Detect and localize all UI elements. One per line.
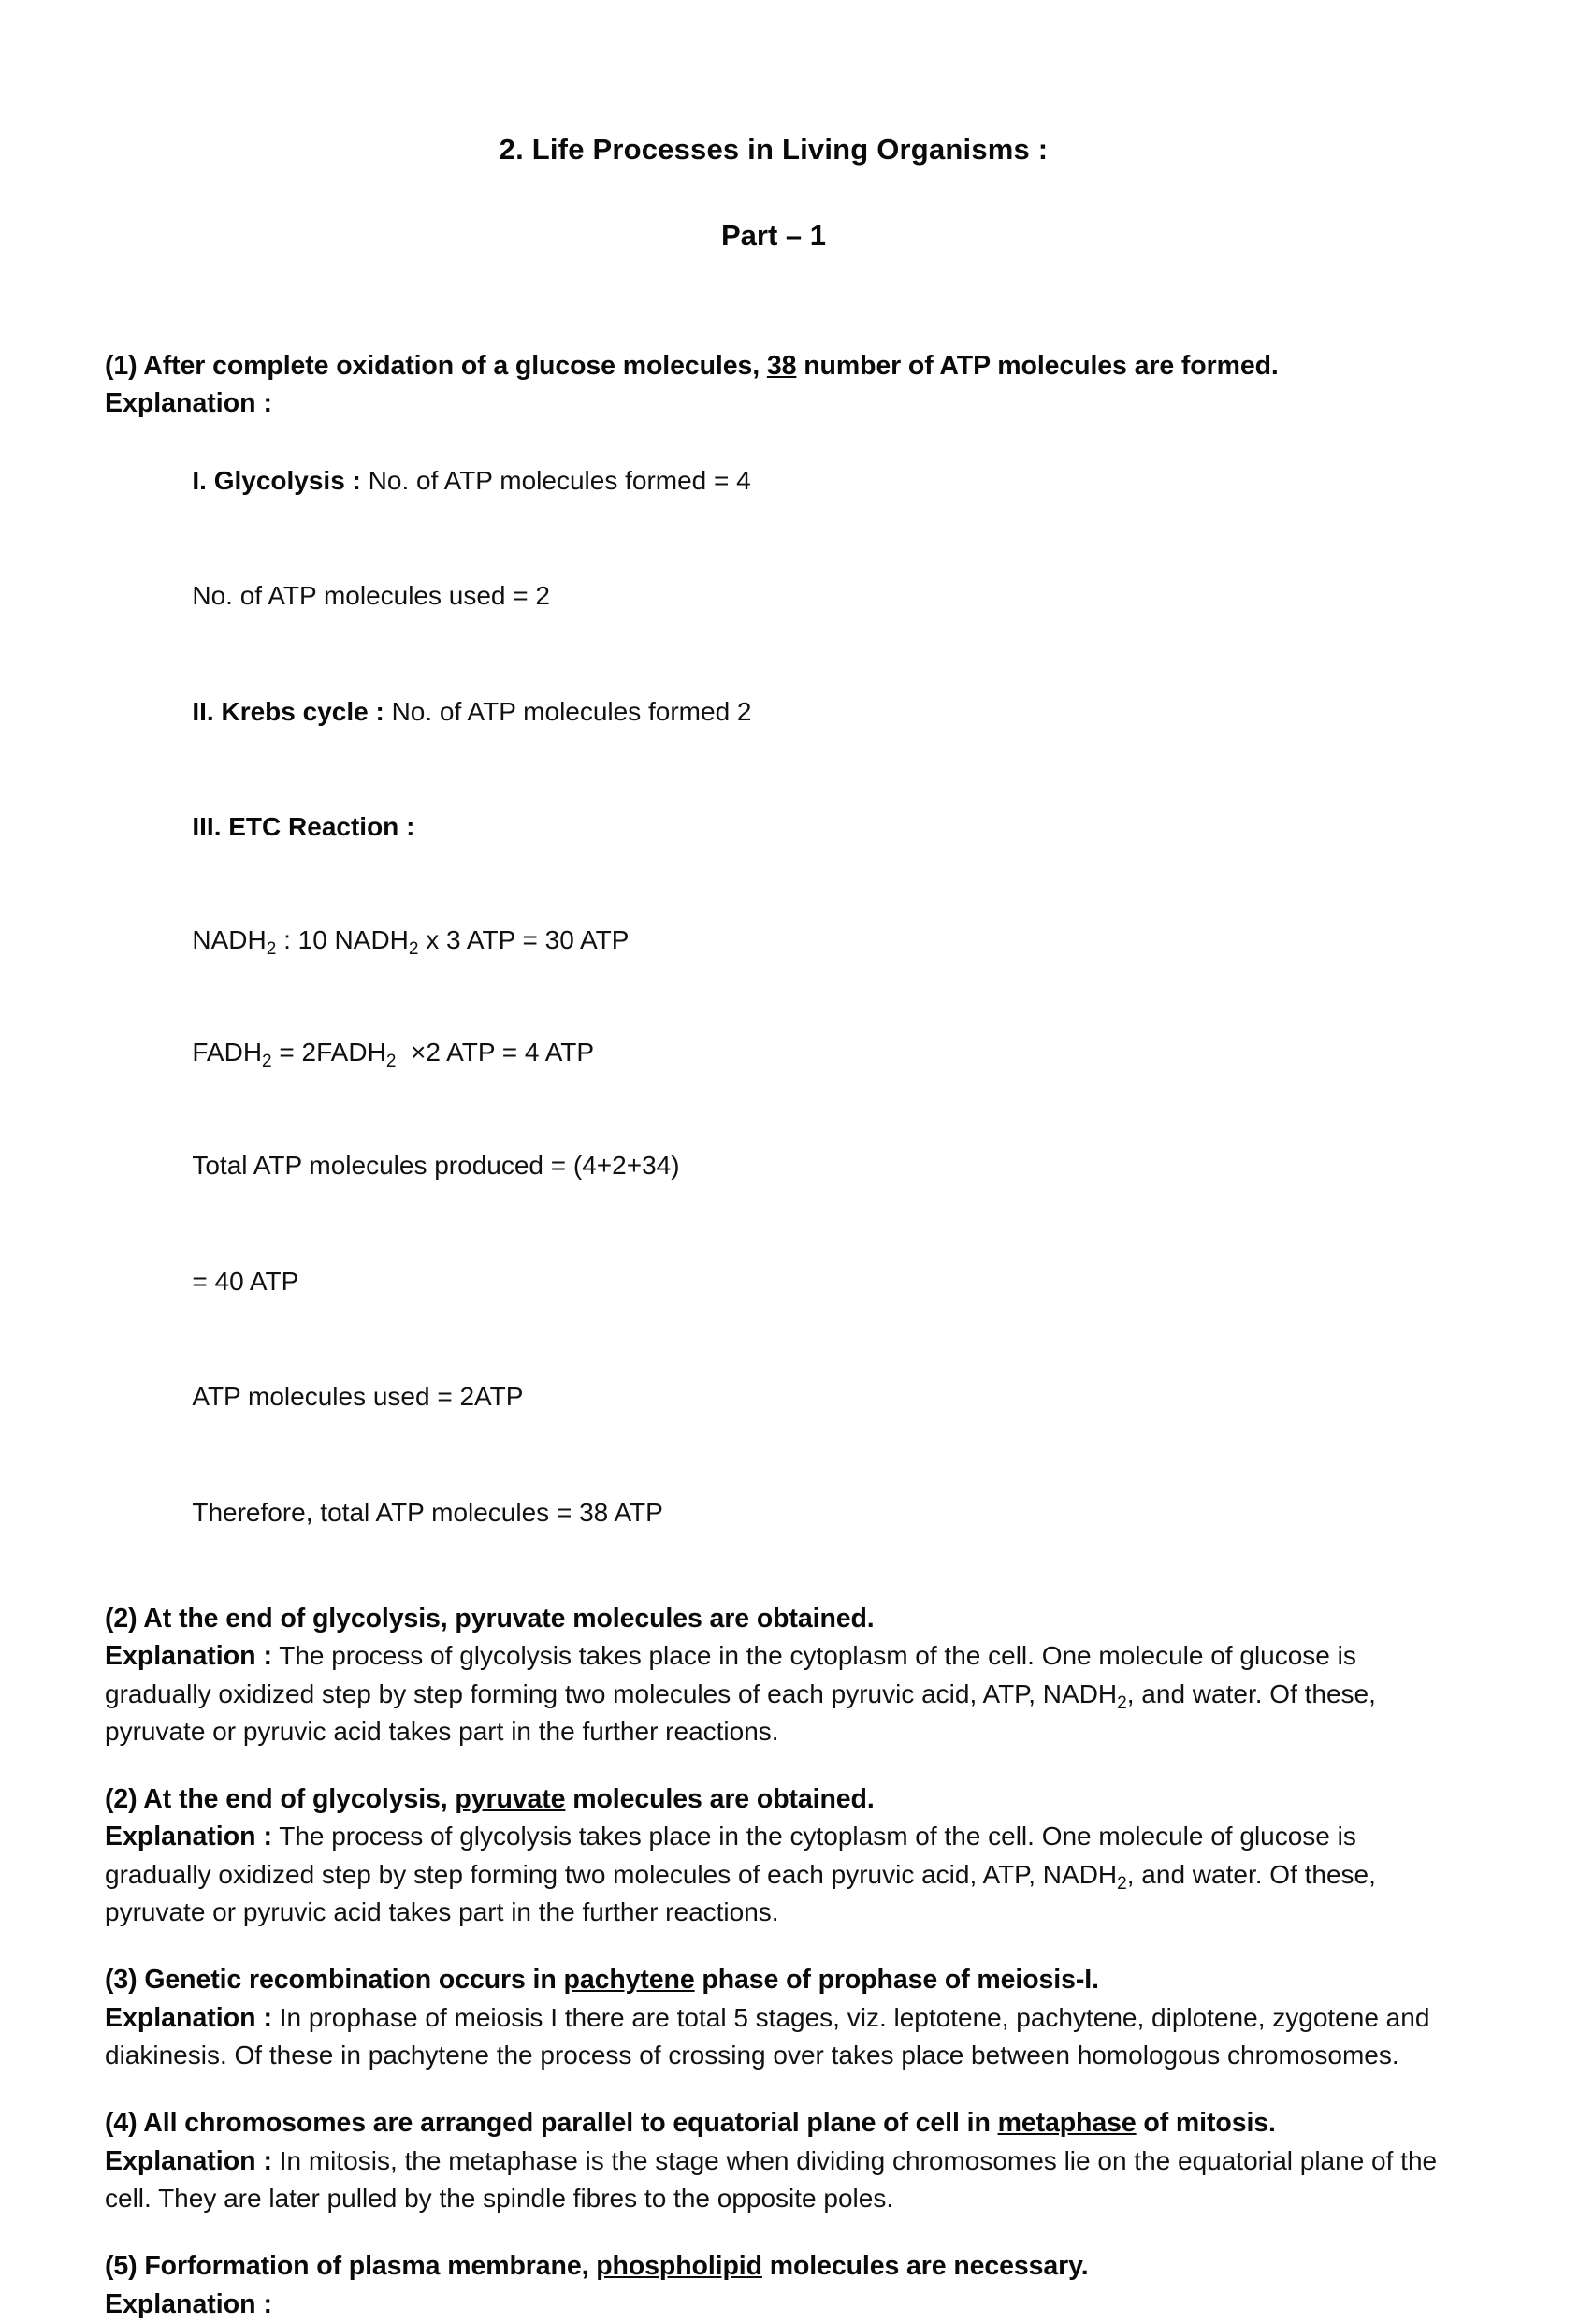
explanation-line xyxy=(105,996,1442,1108)
explanation-label-text-5: Explanation : xyxy=(105,2288,272,2319)
explanation-2b xyxy=(105,1818,1442,1931)
line-text: No. of ATP molecules formed = 4 xyxy=(368,465,751,495)
question-text-suffix-4: of mitosis. xyxy=(1136,2108,1276,2139)
question-answer-keyword-4: metaphase xyxy=(997,2108,1137,2139)
explanation-line xyxy=(105,654,1442,769)
explanation-line xyxy=(105,885,1442,996)
line-text: No. of ATP molecules formed 2 xyxy=(391,696,752,726)
title-block xyxy=(105,0,1442,255)
explanation-body-3: In prophase of meiosis I there are total 5 stages, viz. leptotene, pachytene, diplotene, zygotene and diakinesis. Of these in pachytene the process of crossing over takes place between homologous chromosomes. xyxy=(105,2002,1430,2070)
line-text: Therefore, total ATP molecules = 38 ATP xyxy=(192,1497,663,1527)
line-text: No. of ATP molecules used = 2 xyxy=(192,581,550,611)
line-label: I. Glycolysis : xyxy=(192,465,369,495)
explanation-line xyxy=(105,769,1442,884)
question-text-suffix-2b: molecules are obtained. xyxy=(565,1784,875,1815)
explanation-line xyxy=(105,1224,1442,1339)
question-text-suffix-3: phase of prophase of meiosis-I. xyxy=(694,1965,1099,1996)
page-content xyxy=(105,0,1442,2324)
question-text-prefix-3: (3) Genetic recombination occurs in xyxy=(105,1965,564,1996)
explanation-line xyxy=(105,1454,1442,1569)
question-answer-keyword-1: 38 xyxy=(766,350,797,381)
explanation-label-text-4: Explanation : xyxy=(105,2145,272,2176)
answers-body xyxy=(105,349,1442,2324)
line-text: ATP molecules used = 2ATP xyxy=(192,1382,524,1412)
question-heading-2b xyxy=(105,1782,1442,1817)
qa-block-1 xyxy=(105,349,1442,1570)
explanation-label-text-2a: Explanation : xyxy=(105,1641,272,1672)
qa-block-5 xyxy=(105,2249,1442,2323)
line-text: = 40 ATP xyxy=(192,1266,299,1296)
question-text-suffix-1: number of ATP molecules are formed. xyxy=(796,350,1279,381)
question-heading-4 xyxy=(105,2106,1442,2141)
line-text: $NADH_2$ : 10 $NADH_2$ x 3 ATP = 30 ATP xyxy=(192,925,630,960)
question-heading-3 xyxy=(105,1963,1442,1997)
explanation-5 xyxy=(105,2286,1442,2324)
explanation-3 xyxy=(105,1999,1442,2075)
line-label: III. ETC Reaction : xyxy=(192,812,415,842)
question-text-prefix-5: (5) Forformation of plasma membrane, xyxy=(105,2251,597,2282)
explanation-label-text-3: Explanation : xyxy=(105,2002,272,2033)
line-text: Total ATP molecules produced = (4+2+34) xyxy=(192,1151,680,1181)
explanation-lines-1 xyxy=(105,423,1442,1570)
explanation-label-1 xyxy=(105,385,1442,423)
line-label: II. Krebs cycle : xyxy=(192,696,392,726)
qa-block-2b xyxy=(105,1782,1442,1931)
explanation-body-2b: The process of glycolysis takes place in the cytoplasm of the cell. One molecule of glucose is gradually oxidized step by step forming two molecules of each pyruvic acid, ATP, $NADH_2$, and water. Of these, pyruvate or pyruvic acid takes part in the further reactions. xyxy=(105,1822,1376,1927)
page-subtitle: Part – 1 xyxy=(720,219,826,253)
question-text-prefix-4: (4) All chromosomes are arranged parallel to equatorial plane of cell in xyxy=(105,2108,998,2139)
question-answer-keyword-2b: pyruvate xyxy=(455,1784,566,1815)
question-heading-1 xyxy=(105,349,1442,384)
explanation-body-4: In mitosis, the metaphase is the stage when dividing chromosomes lie on the equatorial plane of the cell. They are later pulled by the spindle fibres to the opposite poles. xyxy=(105,2145,1438,2214)
question-heading-5 xyxy=(105,2249,1442,2284)
question-heading-2a xyxy=(105,1602,1442,1636)
explanation-label-text-1: Explanation : xyxy=(105,387,272,418)
question-text-prefix-2b: (2) At the end of glycolysis, xyxy=(105,1784,456,1815)
question-text-prefix-1: (1) After complete oxidation of a glucose molecules, xyxy=(105,350,767,381)
explanation-body-2a: The process of glycolysis takes place in the cytoplasm of the cell. One molecule of glucose is gradually oxidized step by step forming two molecules of each pyruvic acid, ATP, $NADH_2$, and water. Of these, pyruvate or pyruvic acid takes part in the further reactions. xyxy=(105,1641,1376,1747)
explanation-4 xyxy=(105,2142,1442,2218)
question-answer-keyword-3: pachytene xyxy=(563,1965,695,1996)
explanation-line xyxy=(105,1339,1442,1454)
question-text-prefix-2a: (2) At the end of glycolysis, pyruvate molecules are obtained. xyxy=(105,1603,875,1634)
explanation-label-text-2b: Explanation : xyxy=(105,1822,272,1852)
line-text: $FADH_2$ = $2FADH_2 \times 2$ ATP = 4 ATP xyxy=(192,1037,595,1071)
qa-block-4 xyxy=(105,2106,1442,2217)
explanation-line xyxy=(105,1108,1442,1223)
page-title: 2. Life Processes in Living Organisms : xyxy=(499,133,1049,166)
qa-block-3 xyxy=(105,1963,1442,2074)
explanation-2a xyxy=(105,1637,1442,1750)
question-text-suffix-5: molecules are necessary. xyxy=(761,2251,1089,2282)
qa-block-2a xyxy=(105,1602,1442,1750)
explanation-line xyxy=(105,423,1442,538)
explanation-line xyxy=(105,538,1442,653)
question-answer-keyword-5: phospholipid xyxy=(596,2251,762,2282)
